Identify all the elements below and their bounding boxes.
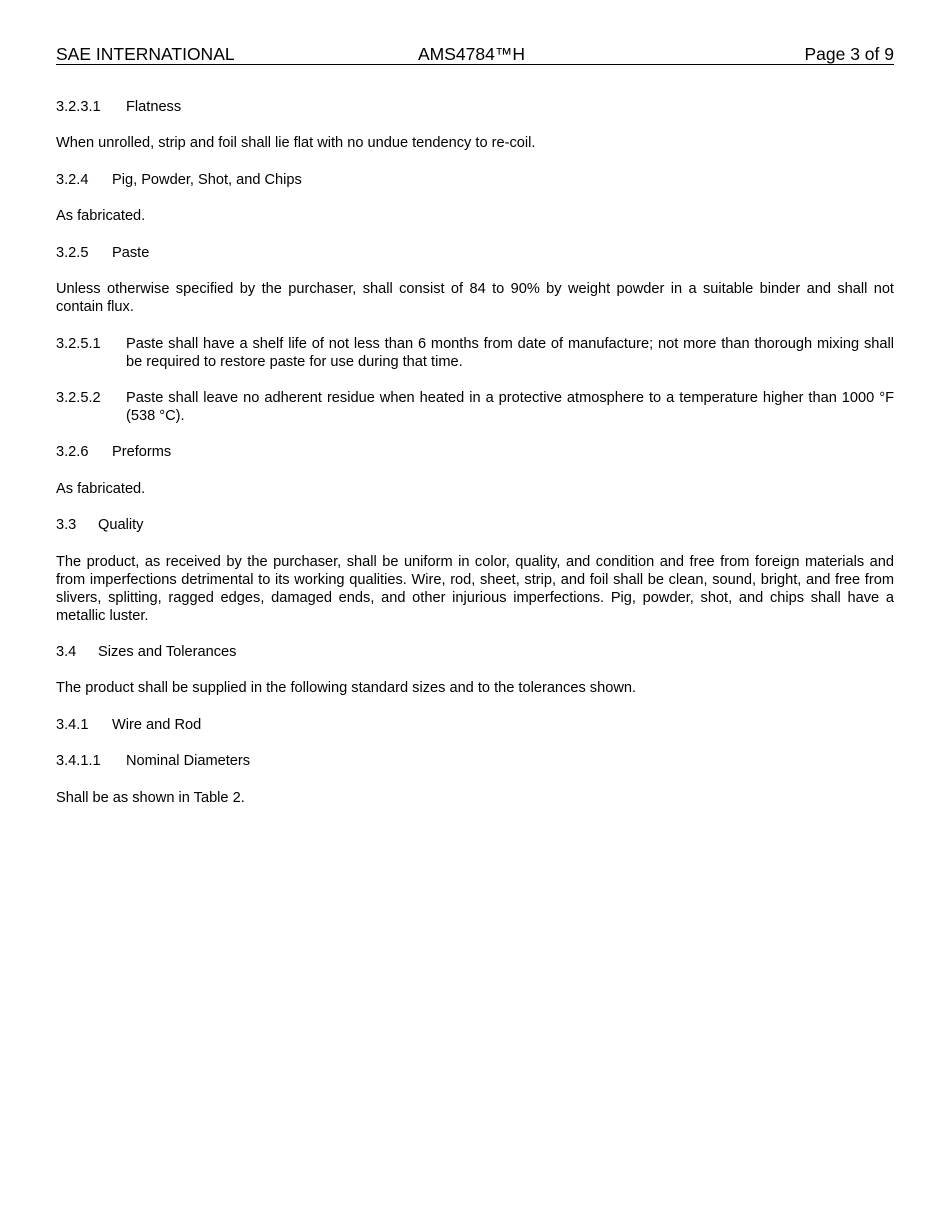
section-number: 3.2.3.1 xyxy=(56,99,101,115)
section-heading-3-2-4 xyxy=(56,171,894,189)
paragraph-nominal-diameters: Shall be as shown in Table 2. xyxy=(56,790,245,806)
paragraph-sizes-tolerances: The product shall be supplied in the following standard sizes and to the tolerances shown. xyxy=(56,680,637,696)
header-document-id: AMS4784™H xyxy=(418,44,525,64)
section-number: 3.2.5.1 xyxy=(56,336,101,352)
section-title: Preforms xyxy=(112,444,172,460)
paragraph-paste: Unless otherwise specified by the purchaser, shall consist of 84 to 90% by weight powder in a suitable binder and shall not contain flux. xyxy=(56,281,894,315)
section-number: 3.4.1 xyxy=(56,717,89,733)
section-heading-3-3 xyxy=(56,516,894,534)
section-number: 3.2.5 xyxy=(56,245,89,261)
section-title: Paste xyxy=(112,245,150,261)
subsection-3-2-5-2 xyxy=(56,389,894,425)
section-number: 3.2.4 xyxy=(56,172,89,188)
section-title: Nominal Diameters xyxy=(126,753,251,769)
header-organization: SAE INTERNATIONAL xyxy=(56,44,235,64)
section-title: Quality xyxy=(98,517,144,533)
page-header xyxy=(56,44,894,65)
section-heading-3-2-5 xyxy=(56,244,894,262)
subsection-text: Paste shall have a shelf life of not less than 6 months from date of manufacture; not more than thorough mixing shall be required to restore paste for use during that time. xyxy=(126,336,894,370)
paragraph-pig-powder: As fabricated. xyxy=(56,208,146,224)
section-heading-3-4 xyxy=(56,643,894,661)
section-title: Flatness xyxy=(126,99,182,115)
section-title: Pig, Powder, Shot, and Chips xyxy=(112,172,302,188)
section-number: 3.2.6 xyxy=(56,444,89,460)
paragraph-preforms: As fabricated. xyxy=(56,481,146,497)
section-heading-3-4-1 xyxy=(56,716,894,734)
section-title: Wire and Rod xyxy=(112,717,202,733)
subsection-3-2-5-1 xyxy=(56,335,894,371)
section-title: Sizes and Tolerances xyxy=(98,644,237,660)
paragraph-flatness: When unrolled, strip and foil shall lie flat with no undue tendency to re-coil. xyxy=(56,135,536,151)
section-number: 3.2.5.2 xyxy=(56,390,101,406)
subsection-text: Paste shall leave no adherent residue when heated in a protective atmosphere to a temperature higher than 1000 °F (538 °C). xyxy=(126,390,894,424)
section-number: 3.3 xyxy=(56,517,77,533)
paragraph-quality: The product, as received by the purchaser, shall be uniform in color, quality, and condition and free from foreign materials and from imperfections detrimental to its working qualities. Wire, rod, sheet, strip, and foil shall be clean, sound, bright, and free from slivers, splitting, ragged edges, damaged ends, and other injurious imperfections. Pig, powder, shot, and chips shall have a metallic luster. xyxy=(56,554,894,624)
header-page-number: Page 3 of 9 xyxy=(804,44,894,64)
section-number: 3.4.1.1 xyxy=(56,753,101,769)
section-heading-3-4-1-1 xyxy=(56,752,894,770)
section-heading-3-2-6 xyxy=(56,443,894,461)
section-heading-3-2-3-1 xyxy=(56,98,894,116)
section-number: 3.4 xyxy=(56,644,77,660)
